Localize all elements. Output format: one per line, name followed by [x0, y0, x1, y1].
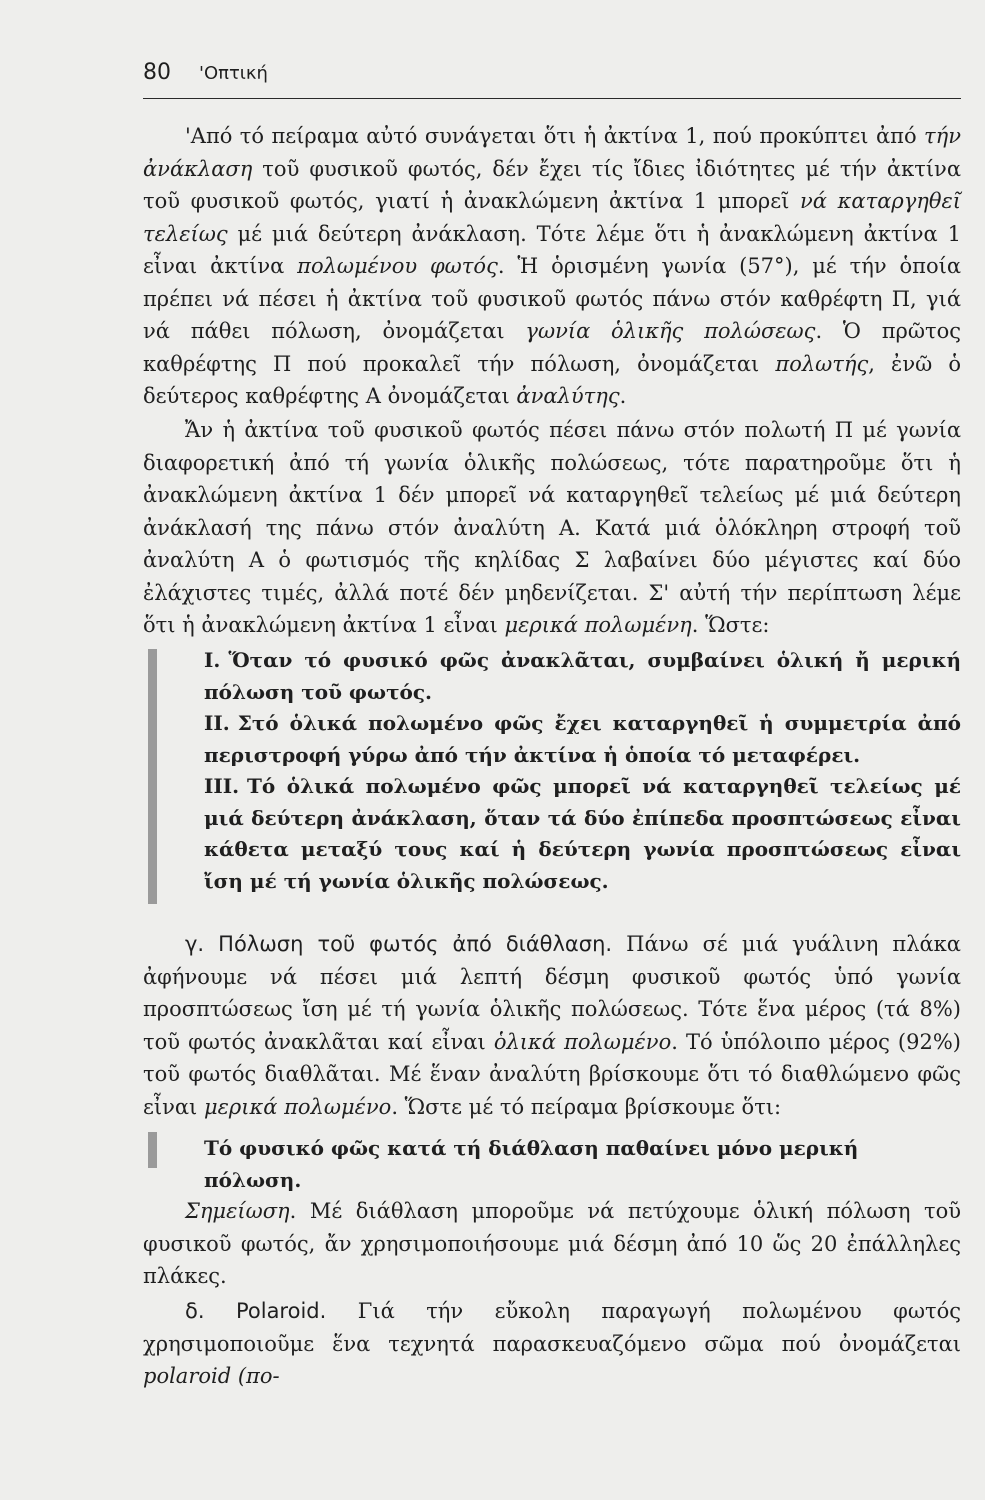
note-label: Σημείωση [185, 1199, 290, 1223]
rule-margin-bar [148, 1132, 157, 1168]
rule-item: I. Ὅταν τό φυσικό φῶς ἀνακλᾶται, συμβαίνει ὁλική ἤ μερική πόλωση τοῦ φωτός. [204, 648, 961, 704]
paragraph-reflection-experiment: 'Από τό πείραμα αὐτό συνάγεται ὅτι ἡ ἀκτίνα 1, πού προκύπτει ἀπό τήν ἀνάκλαση τοῦ φυσικοῦ φωτός, δέν ἔχει τίς ἴδιες ἰδιότητες μέ τήν ἀκτίνα τοῦ φυσικοῦ φωτός, γιατί ἡ ἀνακλώμενη ἀκτίνα 1 μπορεῖ νά καταργηθεῖ τελείως μέ μιά δεύτερη ἀνάκλαση. Τότε λέμε ὅτι ἡ ἀνακλώμενη ἀκτίνα 1 εἶναι ἀκτίνα πολωμένου φωτός. Ἡ ὁρισμένη γωνία (57°), μέ τήν ὁποία πρέπει νά πέσει ἡ ἀκτίνα τοῦ φυσικοῦ φωτός πάνω στόν καθρέφτη Π, γιά νά πάθει πόλωση, ὀνομάζεται γωνία ὁλικῆς πολώσεως. Ὁ πρῶτος καθρέφτης Π πού προκαλεῖ τήν πόλωση, ὀνομάζεται πολωτής, ἐνῶ ὁ δεύτερος καθρέφτης Α ὀνομάζεται ἀναλύτης. [143, 124, 962, 408]
rules-margin-bar [148, 649, 157, 904]
section-heading: γ. Πόλωση τοῦ φωτός ἀπό διάθλαση. [185, 932, 613, 956]
rule-item: II. Στό ὁλικά πολωμένο φῶς ἔχει καταργηθεῖ ἡ συμμετρία ἀπό περιστροφή γύρω ἀπό τήν ἀκτίνα ἡ ὁποία τό μεταφέρει. [204, 711, 961, 767]
note-paragraph: Σημείωση. Μέ διάθλαση μποροῦμε νά πετύχουμε ὁλική πόλωση τοῦ φυσικοῦ φωτός, ἄν χρησιμοποιήσουμε μιά δέσμη ἀπό 10 ὥς 20 ἐπάλληλες πλάκες. [143, 1199, 961, 1288]
section-refraction-polarization: γ. Πόλωση τοῦ φωτός ἀπό διάθλαση. Πάνω σέ μιά γυάλινη πλάκα ἀφήνουμε νά πέσει μιά λεπτή δέσμη φυσικοῦ φωτός ὑπό γωνία προσπτώσεως ἴση μέ τή γωνία ὁλικῆς πολώσεως. Τότε ἕνα μέρος (τά 8%) τοῦ φωτός ἀνακλᾶται καί εἶναι ὁλικά πολωμένο. Τό ὑπόλοιπο μέρος (92%) τοῦ φωτός διαθλᾶται. Μέ ἕναν ἀναλύτη βρίσκουμε ὅτι τό διαθλώμενο φῶς εἶναι μερικά πολωμένο. Ὥστε μέ τό πείραμα βρίσκουμε ὅτι: [143, 932, 961, 1119]
page-header [143, 58, 961, 99]
paragraph-partial-polarization: Ἄν ἡ ἀκτίνα τοῦ φυσικοῦ φωτός πέσει πάνω στόν πολωτή Π μέ γωνία διαφορετική ἀπό τή γωνία ὁλικῆς πολώσεως, τότε παρατηροῦμε ὅτι ἡ ἀνακλώμενη ἀκτίνα 1 δέν μπορεῖ νά καταργηθεῖ τελείως μέ μιά δεύτερη ἀνάκλασή της πάνω στόν ἀναλύτη Α. Κατά μιά ὁλόκληρη στροφή τοῦ ἀναλύτη Α ὁ φωτισμός τῆς κηλίδας Σ λαβαίνει δύο μέγιστες καί δύο ἐλάχιστες τιμές, ἀλλά ποτέ δέν μηδενίζεται. Σ' αὐτή τήν περίπτωση λέμε ὅτι ἡ ἀνακλώμενη ἀκτίνα 1 εἶναι μερικά πολωμένη. Ὥστε: [143, 418, 961, 637]
section-heading: δ. Polaroid. [185, 1299, 327, 1323]
polarization-rules [204, 645, 961, 897]
rule-item: III. Τό ὁλικά πολωμένο φῶς μπορεῖ νά καταργηθεῖ τελείως μέ μιά δεύτερη ἀνάκλαση, ὅταν τά δύο ἐπίπεδα προσπτώσεως εἶναι κάθετα μεταξύ τους καί ἡ δεύτερη γωνία προσπτώσεως εἶναι ἴση μέ τή γωνία ὁλικῆς πολώσεως. [204, 774, 961, 893]
page-number: 80 [143, 60, 171, 85]
section-polaroid: δ. Polaroid. Γιά τήν εὔκολη παραγωγή πολωμένου φωτός χρησιμοποιοῦμε ἕνα τεχνητά παρασκευαζόμενο σῶμα πού ὀνομάζεται polaroid (πο- [143, 1299, 962, 1388]
refraction-rule: Τό φυσικό φῶς κατά τή διάθλαση παθαίνει μόνο μερική πόλωση. [204, 1136, 859, 1192]
running-head: 'Οπτική [199, 63, 268, 84]
